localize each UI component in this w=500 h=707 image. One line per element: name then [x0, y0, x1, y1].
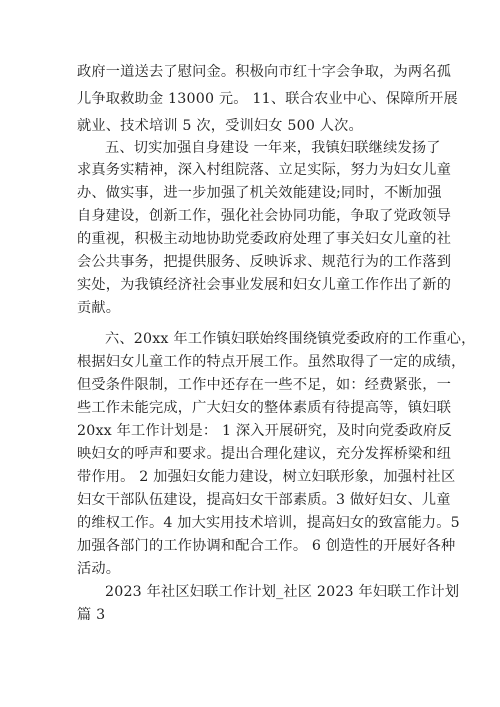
section-title: 2023 年社区妇联工作计划_社区 2023 年妇联工作计划: [105, 584, 460, 600]
text-line-3: 就业、技术培训 5 次，受训妇女 500 人次。: [77, 118, 363, 134]
text-line-11: 贡献。: [77, 300, 121, 316]
text-line-6: 办、做实事，进一步加强了机关效能建设;同时，不断加强: [77, 185, 442, 201]
text-line-7: 自身建设，创新工作，强化社会协同功能，争取了党政领导: [77, 208, 452, 224]
text-line-9: 会公共事务，把提供服务、反映诉求、规范行为的工作落到: [77, 254, 452, 270]
section-title-continuation: 篇 3: [77, 607, 106, 623]
text-line-10: 实处，为我镇经济社会事业发展和妇女儿童工作作出了新的: [77, 277, 452, 293]
section-heading-6: 六、20xx 年工作镇妇联始终围绕镇党委政府的工作重心，: [105, 331, 476, 347]
text-line-16: 20xx 年工作计划是： 1 深入开展研究，及时向党委政府反: [77, 423, 452, 439]
text-line-21: 加强各部门的工作协调和配合工作。 6 创造性的开展好各种: [77, 538, 456, 554]
text-line-1: 政府一道送去了慰问金。积极向市红十字会争取，为两名孤: [77, 64, 452, 80]
text-line-2: 儿争取救助金 13000 元。 11、联合农业中心、保障所开展: [77, 91, 458, 107]
text-line-13: 根据妇女儿童工作的特点开展工作。虽然取得了一定的成绩，: [77, 354, 466, 370]
text-line-18: 带作用。 2 加强妇女能力建设，树立妇联形象，加强村社区: [77, 469, 456, 485]
section-heading-5: 五、切实加强自身建设 一年来，我镇妇联继续发扬了: [105, 140, 441, 156]
text-line-22: 活动。: [77, 561, 121, 577]
text-line-8: 的重视，积极主动地协助党委政府处理了事关妇女儿童的社: [77, 231, 452, 247]
text-line-20: 的维权工作。4 加大实用技术培训，提高妇女的致富能力。5: [77, 515, 460, 531]
text-line-19: 妇女干部队伍建设，提高妇女干部素质。3 做好妇女、儿童: [77, 492, 451, 508]
text-line-15: 些工作未能完成，广大妇女的整体素质有待提高等，镇妇联: [77, 400, 452, 416]
text-line-17: 映妇女的呼声和要求。提出合理化建议，充分发挥桥梁和纽: [77, 446, 452, 462]
text-line-5: 求真务实精神，深入村组院落、立足实际，努力为妇女儿童: [77, 162, 452, 178]
text-line-14: 但受条件限制，工作中还存在一些不足，如：经费紧张，一: [77, 377, 452, 393]
